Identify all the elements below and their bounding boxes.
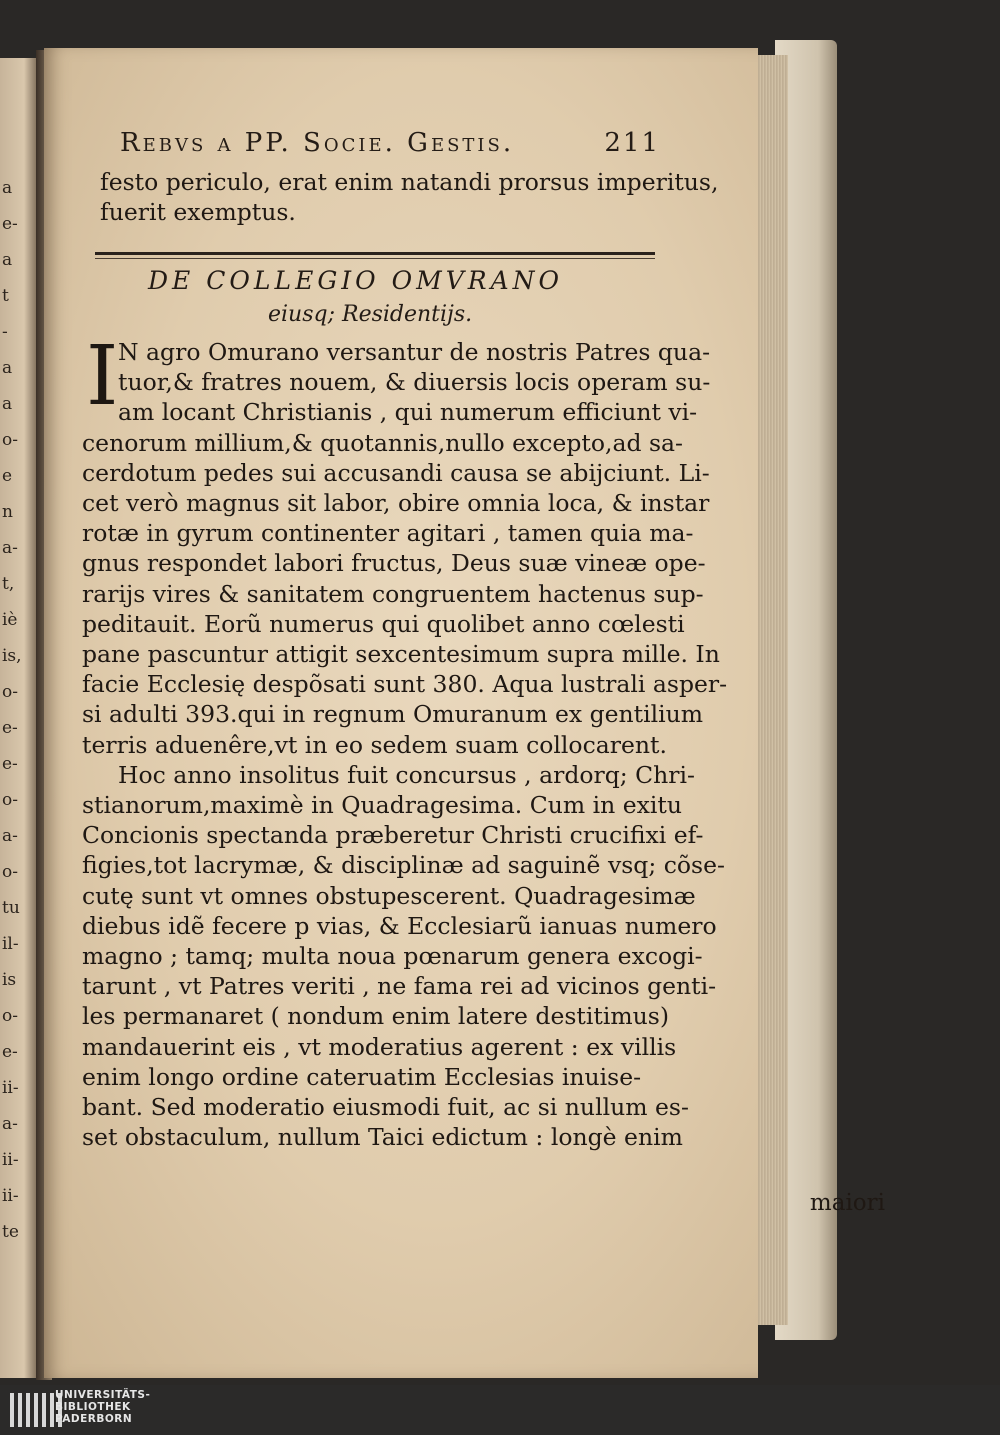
text-line: les permanaret ( nondum enim latere destitimus) xyxy=(82,1002,669,1031)
library-name-line: BIBLIOTHEK xyxy=(55,1401,131,1413)
left-page-fragment: o- xyxy=(2,430,18,450)
text-line: set obstaculum, nullum Taici edictum : longè enim xyxy=(82,1123,683,1152)
catchword: maiori xyxy=(809,1190,885,1216)
left-page-sliver xyxy=(0,58,40,1378)
left-page-fragment: a- xyxy=(2,826,18,846)
running-head xyxy=(120,128,660,158)
text-line: gnus respondet labori fructus, Deus suæ vineæ ope- xyxy=(82,549,706,578)
running-head-title: Rebvs a PP. Socie. Gestis. xyxy=(120,128,515,158)
left-page-fragment: e- xyxy=(2,214,18,234)
text-line: Concionis spectanda præberetur Christi crucifixi ef- xyxy=(82,821,704,850)
drop-capital: I xyxy=(86,329,119,424)
section-title: DE COLLEGIO OMVRANO xyxy=(148,266,564,295)
library-footer xyxy=(0,1385,1000,1435)
left-page-fragment: is, xyxy=(2,646,22,666)
text-line: tuor,& fratres nouem, & diuersis locis operam su- xyxy=(118,368,711,397)
left-page-fragment: e- xyxy=(2,718,18,738)
text-line: peditauit. Eorũ numerus qui quolibet anno cœlesti xyxy=(82,609,685,638)
text-line: rotæ in gyrum continenter agitari , tamen quia ma- xyxy=(82,519,694,548)
left-page-fragment: t xyxy=(2,286,9,306)
text-line: cutę sunt vt omnes obstupescerent. Quadragesimæ xyxy=(82,881,696,910)
text-line: magno ; tamq; multa noua pœnarum genera excogi- xyxy=(82,942,703,970)
text-line: fuerit exemptus. xyxy=(100,198,296,226)
left-page-fragment: a xyxy=(2,394,13,414)
text-line: figies,tot lacrymæ, & disciplinæ ad saguinẽ vsq; cõse- xyxy=(82,851,725,880)
left-page-fragment: ii- xyxy=(2,1186,19,1206)
left-page-fragment: a- xyxy=(2,538,18,558)
left-page-fragment: n xyxy=(2,502,13,522)
library-name-line: UNIVERSITÄTS- xyxy=(55,1389,151,1401)
left-page-fragment: il- xyxy=(2,934,19,954)
left-page-fragment: a- xyxy=(2,1114,18,1134)
left-page-fragment: o- xyxy=(2,790,18,810)
section-rule xyxy=(95,252,655,255)
text-line: stianorum,maximè in Quadragesima. Cum in exitu xyxy=(82,791,682,819)
left-page-fragment: o- xyxy=(2,1006,18,1026)
text-line: cet verò magnus sit labor, obire omnia loca, & instar xyxy=(82,489,710,517)
left-page-fragment: e- xyxy=(2,754,18,774)
text-line: facie Ecclesię despõsati sunt 380. Aqua lustrali asper- xyxy=(82,670,728,699)
text-line: cerdotum pedes sui accusandi causa se abijciunt. Li- xyxy=(82,458,710,487)
library-name xyxy=(55,1389,150,1425)
left-page-fragment: is xyxy=(2,970,17,990)
text-line: terris aduenêre,vt in eo sedem suam collocarent. xyxy=(82,730,667,759)
text-line: am locant Christianis , qui numerum efficiunt vi- xyxy=(118,398,698,427)
left-page-fragment: a xyxy=(2,250,13,270)
text-line: N agro Omurano versantur de nostris Patres qua- xyxy=(118,338,711,366)
text-line: diebus idẽ fecere p vias, & Ecclesiarũ ianuas numero xyxy=(82,911,717,940)
text-line: tarunt , vt Patres veriti , ne fama rei ad vicinos genti- xyxy=(82,972,717,1001)
text-line: cenorum millium,& quotannis,nullo excepto,ad sa- xyxy=(82,428,683,457)
text-line: festo periculo, erat enim natandi prorsus imperitus, xyxy=(100,168,719,196)
text-line: bant. Sed moderatio eiusmodi fuit, ac si nullum es- xyxy=(82,1093,689,1121)
text-line: mandauerint eis , vt moderatius agerent : ex villis xyxy=(82,1032,677,1061)
left-page-fragment: t, xyxy=(2,574,15,594)
text-line: enim longo ordine cateruatim Ecclesias inuise- xyxy=(82,1062,642,1091)
section-subtitle: eiusq; Residentijs. xyxy=(268,302,473,327)
left-page-fragment: o- xyxy=(2,682,18,702)
left-page-fragment: a xyxy=(2,358,13,378)
left-page-fragment: e- xyxy=(2,1042,18,1062)
left-page-fragment: ii- xyxy=(2,1078,19,1098)
left-page-fragment: ii- xyxy=(2,1150,19,1170)
text-line: rarijs vires & sanitatem congruentem hactenus sup- xyxy=(82,579,704,608)
library-name-line: PADERBORN xyxy=(55,1413,133,1425)
left-page-fragment: iè xyxy=(2,610,18,630)
page-number: 211 xyxy=(604,128,660,158)
left-page-fragment: o- xyxy=(2,862,18,882)
left-page-fragment: e xyxy=(2,466,13,486)
left-page-fragment: a xyxy=(2,178,13,198)
text-line: Hoc anno insolitus fuit concursus , ardorq; Chri- xyxy=(118,760,695,789)
text-line: pane pascuntur attigit sexcentesimum supra mille. In xyxy=(82,640,720,668)
left-page-fragment: - xyxy=(2,322,8,342)
left-page-fragment: te xyxy=(2,1222,19,1242)
text-line: si adulti 393.qui in regnum Omuranum ex gentilium xyxy=(82,700,704,729)
left-page-fragment: tu xyxy=(2,898,20,918)
